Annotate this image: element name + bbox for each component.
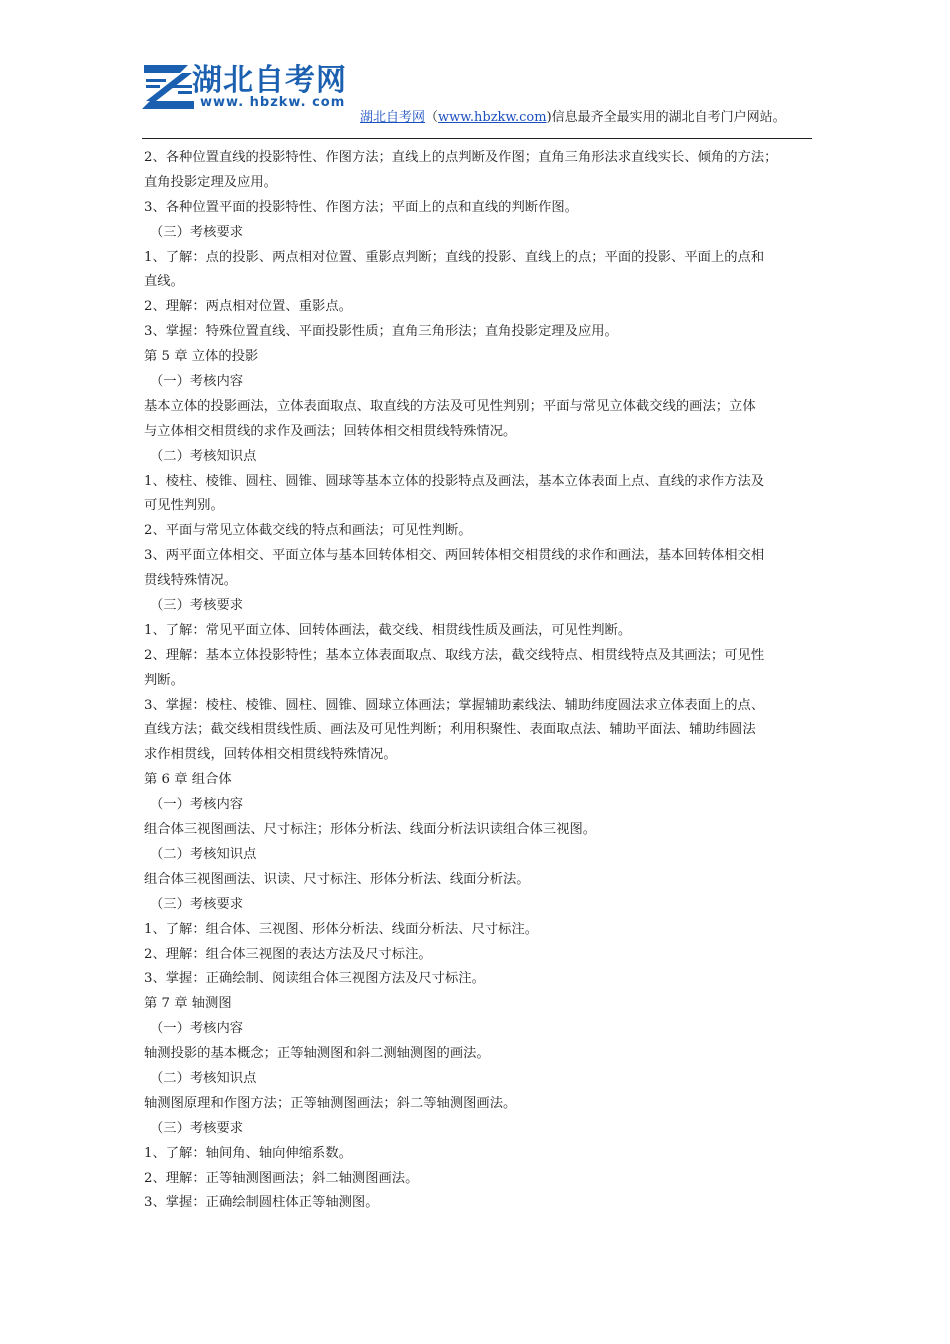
section-heading: （一）考核内容 [150, 1021, 244, 1037]
site-tagline [360, 106, 786, 125]
text-line: 基本立体的投影画法，立体表面取点、取直线的方法及可见性判别；平面与常见立体截交线的画法；立体 [144, 398, 756, 414]
section-heading: （一）考核内容 [150, 374, 244, 390]
section-heading: （二）考核知识点 [150, 448, 257, 464]
page-header [0, 0, 950, 142]
text-line: 轴测图原理和作图方法；正等轴测图画法；斜二等轴测图画法。 [144, 1095, 517, 1111]
text-line: 求作相贯线，回转体相交相贯线特殊情况。 [144, 747, 397, 763]
text-line: 1、了解：点的投影、两点相对位置、重影点判断；直线的投影、直线上的点；平面的投影、平面上的点和 [144, 249, 765, 265]
logo-url: www. hbzkw. com [200, 95, 346, 110]
text-line: 3、掌握：棱柱、棱锥、圆柱、圆锥、圆球立体画法；掌握辅助素线法、辅助纬度圆法求立体表面上的点、 [144, 697, 765, 713]
section-heading: （三）考核要求 [150, 1120, 244, 1136]
site-logo[interactable] [142, 55, 357, 115]
text-line: 1、棱柱、棱锥、圆柱、圆锥、圆球等基本立体的投影特点及画法，基本立体表面上点、直线的求作方法及 [144, 473, 765, 489]
text-line: 2、理解：基本立体投影特性；基本立体表面取点、取线方法，截交线特点、相贯线特点及其画法；可见性 [144, 647, 765, 663]
section-heading: （三）考核要求 [150, 896, 244, 912]
logo-text: 湖北自考网 [192, 63, 347, 98]
text-line: 判断。 [144, 672, 184, 688]
text-line: 组合体三视图画法、尺寸标注；形体分析法、线面分析法识读组合体三视图。 [144, 822, 597, 838]
text-line: 1、了解：常见平面立体、回转体画法，截交线、相贯线性质及画法，可见性判断。 [144, 622, 632, 638]
site-name-link[interactable]: 湖北自考网 [360, 110, 426, 125]
site-url-link[interactable]: www.hbzkw.com [438, 110, 547, 125]
logo-z-icon [142, 55, 198, 113]
text-line: 组合体三视图画法、识读、尺寸标注、形体分析法、线面分析法。 [144, 871, 530, 887]
paren-open: （ [425, 110, 439, 125]
section-heading: （二）考核知识点 [150, 1070, 257, 1086]
text-line: 1、了解：组合体、三视图、形体分析法、线面分析法、尺寸标注。 [144, 921, 539, 937]
text-line: 3、掌握：正确绘制、阅读组合体三视图方法及尺寸标注。 [144, 971, 485, 987]
text-line: 直角投影定理及应用。 [144, 174, 277, 190]
text-line: 3、两平面立体相交、平面立体与基本回转体相交、两回转体相交相贯线的求作和画法，基本回转体相交相 [144, 548, 765, 564]
text-line: 3、掌握：特殊位置直线、平面投影性质；直角三角形法；直角投影定理及应用。 [144, 324, 618, 340]
section-heading: （二）考核知识点 [150, 846, 257, 862]
text-line: 3、掌握：正确绘制圆柱体正等轴测图。 [144, 1195, 379, 1211]
text-line: 可见性判别。 [144, 498, 224, 514]
text-line: 2、理解：两点相对位置、重影点。 [144, 299, 352, 315]
text-line: 1、了解：轴间角、轴向伸缩系数。 [144, 1145, 352, 1161]
text-line: 2、平面与常见立体截交线的特点和画法；可见性判断。 [144, 523, 472, 539]
document-body [144, 146, 814, 1216]
chapter-heading: 第 5 章 立体的投影 [144, 349, 259, 365]
text-line: 与立体相交相贯线的求作及画法；回转体相交相贯线特殊情况。 [144, 423, 517, 439]
text-line: 2、理解：组合体三视图的表达方法及尺寸标注。 [144, 946, 432, 962]
text-line: 直线方法；截交线相贯线性质、画法及可见性判断；利用积聚性、表面取点法、辅助平面法、辅助纬圆法 [144, 722, 756, 738]
text-line: 直线。 [144, 274, 184, 290]
section-heading: （一）考核内容 [150, 797, 244, 813]
text-line: 2、各种位置直线的投影特性、作图方法；直线上的点判断及作图；直角三角形法求直线实长、倾角的方法； [144, 150, 778, 165]
header-divider [142, 138, 812, 139]
tagline-text: )信息最齐全最实用的湖北自考门户网站。 [546, 110, 786, 125]
chapter-heading: 第 7 章 轴测图 [144, 996, 232, 1012]
text-line: 2、理解：正等轴测图画法；斜二轴测图画法。 [144, 1170, 419, 1186]
chapter-heading: 第 6 章 组合体 [144, 772, 232, 788]
text-line: 轴测投影的基本概念；正等轴测图和斜二测轴测图的画法。 [144, 1046, 490, 1062]
text-line: 贯线特殊情况。 [144, 573, 238, 589]
section-heading: （三）考核要求 [150, 598, 244, 614]
text-line: 3、各种位置平面的投影特性、作图方法；平面上的点和直线的判断作图。 [144, 199, 578, 215]
section-heading: （三）考核要求 [150, 224, 244, 240]
